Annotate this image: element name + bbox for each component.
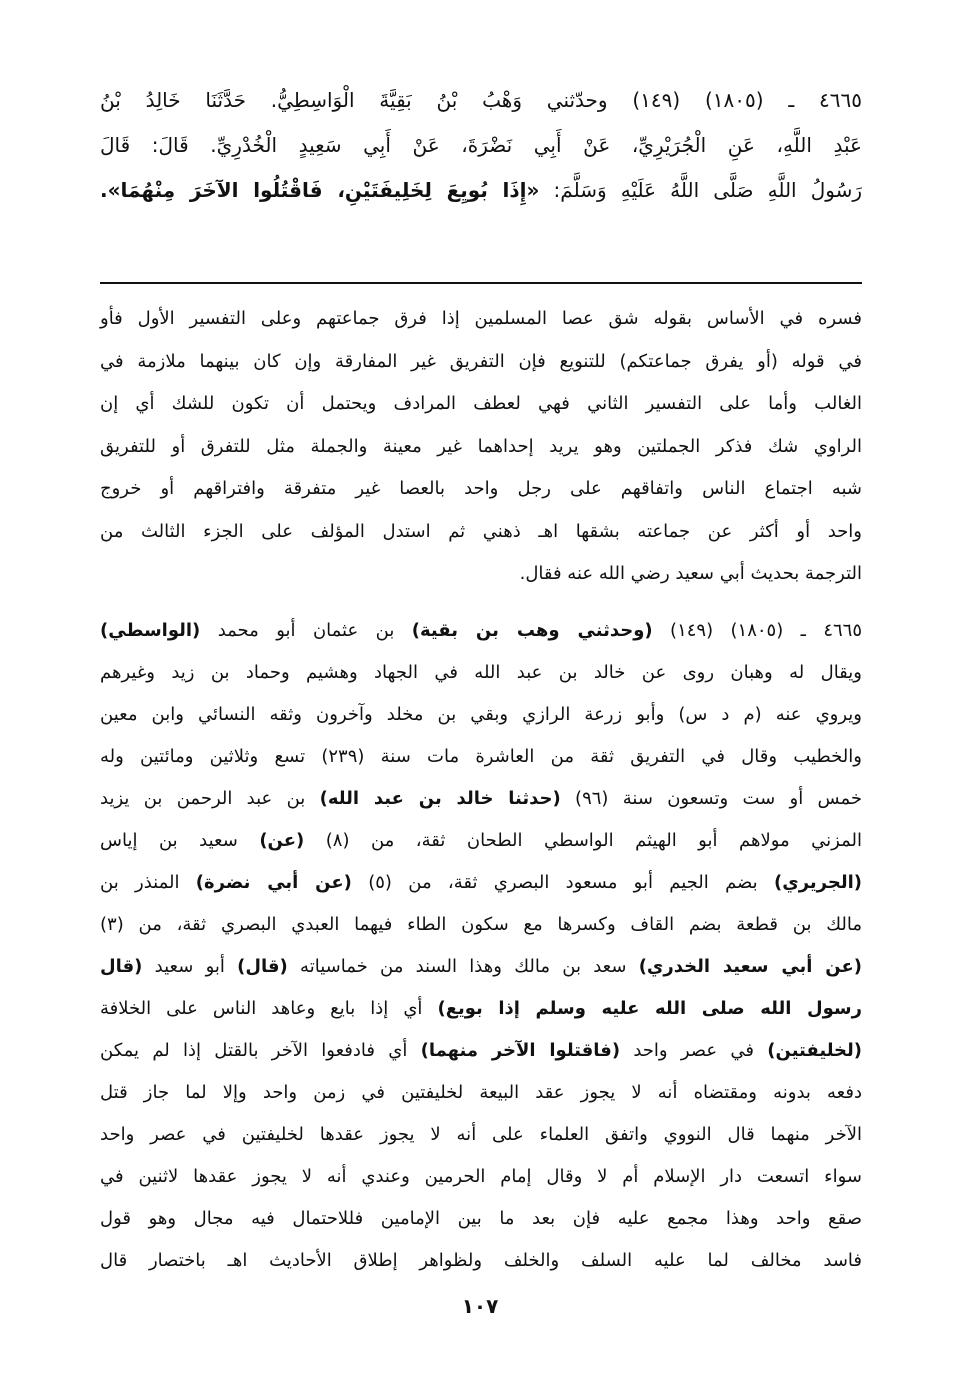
text-line [100,1114,862,1156]
text-line [100,511,862,554]
bold-text-segment: (قال) [237,956,288,977]
text-segment: مالك بن قطعة بضم القاف وكسرها مع سكون الطاء فيهما العبدي البصري ثقة، من (٣) [100,914,862,935]
text-line [100,426,862,469]
text-line [100,468,862,511]
text-segment: بن عثمان أبو محمد [200,620,412,641]
text-segment: أي فادفعوا الآخر بالقتل إذا لم يمكن [100,1040,421,1061]
text-line [100,904,862,946]
text-segment: الترجمة بحديث أبي سعيد رضي الله عنه فقال. [519,563,862,584]
text-line [100,1030,862,1072]
text-line [100,988,862,1030]
bold-text-segment: «إِذَا بُويِعَ لِخَلِيفَتَيْنِ، فَاقْتُلُوا الآخَرَ مِنْهُمَا». [100,178,540,202]
bold-text-segment: (قال [100,956,143,977]
text-line [100,1156,862,1198]
text-segment: سعد بن مالك وهذا السند من خماسياته [287,956,639,977]
bold-text-segment: (فاقتلوا الآخر منهما) [420,1040,621,1061]
text-segment: بضم الجيم أبو مسعود البصري ثقة، من (٥) [351,872,774,893]
text-segment: في قوله (أو يفرق جماعتكم) للتنويع فإن التفريق غير المفارقة وإن كان بينهما ملازمة في [100,350,862,372]
text-segment: في عصر واحد [620,1040,768,1061]
text-segment: صقع واحد وهذا مجمع عليه فإن بعد ما بين الإمامين فللاحتمال فيه مجال وهو قول [100,1208,862,1229]
text-segment: بن عبد الرحمن بن يزيد [100,788,320,809]
text-line [100,862,862,904]
text-segment: دفعه بدونه ومقتضاه أنه لا يجوز عقد البيعة لخليفتين في زمن واحد وإلا لما جاز قتل [100,1082,862,1103]
text-segment: ويروي عنه (م د س) وأبو زرعة الرازي وبقي بن مخلد وآخرون وثقه النسائي وابن معين [100,704,862,725]
text-line [100,383,862,426]
text-line [100,123,862,168]
bold-text-segment: (عن) [259,830,305,851]
text-line [100,1240,862,1282]
text-segment: المنذر بن [100,872,196,893]
text-line [100,652,862,694]
bold-text-segment: (حدثنا خالد بن عبد الله) [319,788,561,809]
text-line [100,1072,862,1114]
text-segment: ٤٦٦٥ ـ (١٨٠٥) (١٤٩) وحدّثني وَهْبُ بْنُ بَقِيَّةَ الْوَاسِطِيُّ. حَدَّثَنَا خَالِدُ بْنُ [100,88,862,112]
text-line [100,820,862,862]
footnote-divider [100,282,862,284]
text-segment: رَسُولُ اللَّهِ صَلَّى اللَّهُ عَلَيْهِ وَسَلَّمَ: [539,178,862,202]
text-segment: شبه اجتماع الناس واتفاقهم على رجل واحد بالعصا غير متفرقة وافتراقهم أو خروج [100,478,862,499]
text-line [100,1198,862,1240]
text-segment: أي إذا بايع وعاهد الناس على الخلافة [100,998,438,1019]
hadith-text [100,78,862,213]
text-segment: سواء اتسعت دار الإسلام أم لا وقال إمام الحرمين وعندي أنه لا يجوز عقدها لاثنين في [100,1166,862,1187]
commentary-paragraph-2 [100,610,862,1282]
text-line [100,778,862,820]
text-segment: خمس أو ست وتسعون سنة (٩٦) [560,788,862,809]
text-segment: واحد أو أكثر عن جماعته بشقها اهـ ذهني ثم استدل المؤلف على الجزء الثالث من [100,520,862,542]
text-line [100,78,862,123]
text-segment: الغالب وأما على التفسير الثاني فهي لعطف المرادف ويحتمل أن تكون للشك أي إن [100,393,862,414]
text-segment: فسره في الأساس بقوله شق عصا المسلمين إذا فرق جماعتهم وعلى التفسير الأول فأو [100,308,862,329]
text-segment: المزني مولاهم أبو الهيثم الواسطي الطحان ثقة، من (٨) [304,830,862,851]
text-segment: فاسد مخالف لما عليه السلف والخلف ولظواهر إطلاق الأحاديث اهـ باختصار قال [100,1250,862,1271]
bold-text-segment: (لخليفتين) [767,1040,862,1061]
text-line [100,168,862,213]
text-segment: الراوي شك فذكر الجملتين وهو يريد إحداهما غير معينة والجملة مثل للتفرق أو للتفريق [100,435,862,457]
text-line [100,341,862,384]
text-line [100,736,862,778]
text-line [100,610,862,652]
text-segment: عَبْدِ اللَّهِ، عَنِ الْجُرَيْرِيِّ، عَنْ أَبِي نَضْرَةَ، عَنْ أَبِي سَعِيدٍ الْخُدْرِيِّ. قَالَ: قَالَ [100,133,862,157]
page-number: ١٠٧ [461,1294,499,1318]
text-segment: أبو سعيد [142,956,238,977]
text-line [100,553,862,596]
commentary-paragraph-1 [100,298,862,596]
bold-text-segment: (الواسطي) [100,620,201,641]
bold-text-segment: (الجريري) [773,872,862,893]
text-segment: ٤٦٦٥ ـ (١٨٠٥) (١٤٩) [652,620,862,641]
text-line [100,946,862,988]
bold-text-segment: رسول الله صلى الله عليه وسلم إذا بويع) [437,998,862,1019]
text-segment: سعيد بن إياس [100,830,260,851]
bold-text-segment: (وحدثني وهب بن بقية) [411,620,653,641]
bold-text-segment: (عن أبي نضرة) [195,872,352,893]
text-segment: ويقال له وهبان روى عن خالد بن عبد الله في الجهاد وهشيم وحماد بن زيد وغيرهم [100,662,862,683]
text-line [100,298,862,341]
bold-text-segment: (عن أبي سعيد الخدري) [638,956,862,977]
text-segment: والخطيب وقال في التفريق ثقة من العاشرة مات سنة (٢٣٩) تسع وثلاثين ومائتين وله [100,746,862,767]
text-line [100,694,862,736]
text-segment: الآخر منهما قال النووي واتفق العلماء على أنه لا يجوز عقدها لخليفتين في عصر واحد [100,1124,862,1145]
